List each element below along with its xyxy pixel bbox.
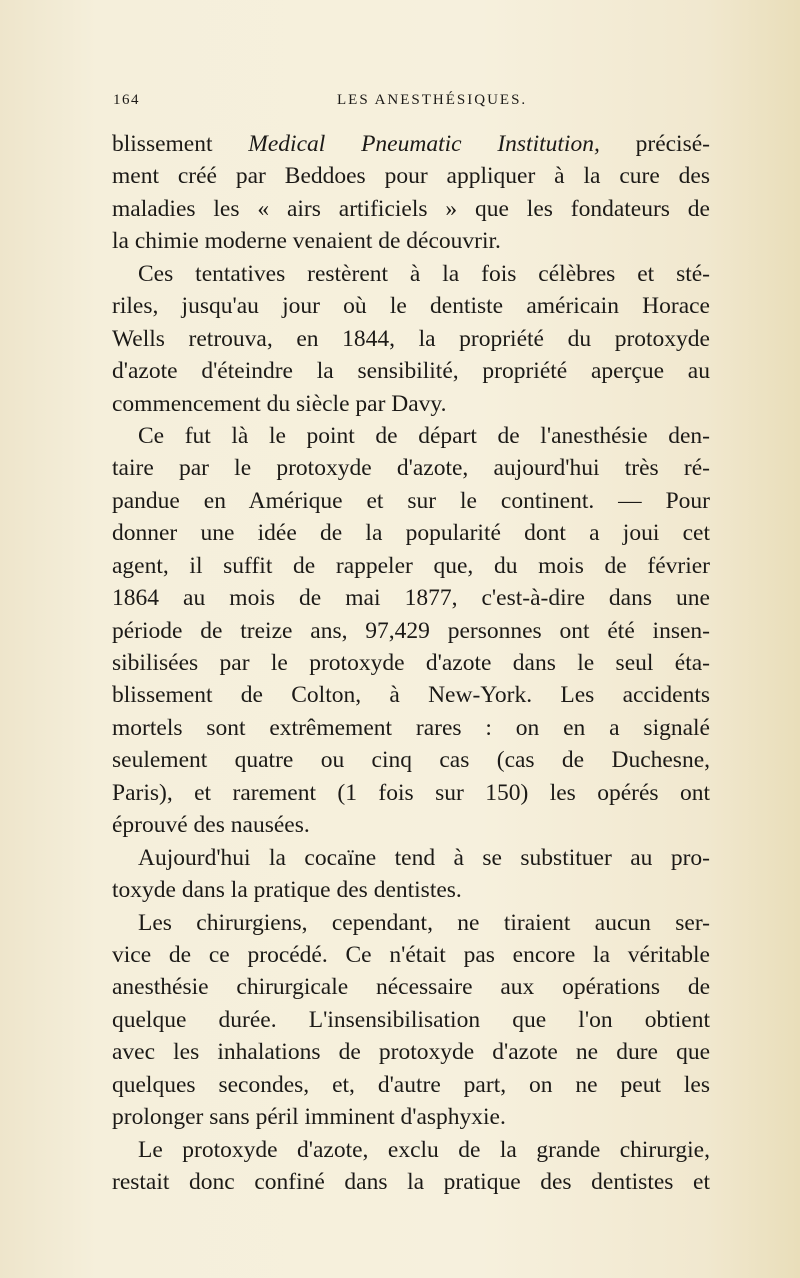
text-line: donner une idée de la popularité dont a joui cet [112, 520, 710, 547]
text-line: la chimie moderne venaient de découvrir. [112, 228, 501, 255]
text-line: blissement de Colton, à New-York. Les accidents [112, 682, 710, 709]
text-line: mortels sont extrêmement rares : on en a signalé [112, 714, 710, 741]
text-line: vice de ce procédé. Ce n'était pas encore la véritable [112, 941, 710, 968]
text-line: éprouvé des nausées. [112, 812, 310, 839]
text-line: anesthésie chirurgicale nécessaire aux opérations de [112, 974, 710, 1001]
text-line: Wells retrouva, en 1844, la propriété du protoxyde [112, 325, 710, 352]
text-line: Le protoxyde d'azote, exclu de la grande chirurgie, [138, 1136, 710, 1163]
text-line: riles, jusqu'au jour où le dentiste américain Horace [112, 293, 710, 320]
text-line: commencement du siècle par Davy. [112, 390, 447, 417]
text-line: restait donc confiné dans la pratique des dentistes et [112, 1169, 710, 1195]
institution-name: Medical Pneumatic Institution, [248, 131, 600, 157]
text-line: Aujourd'hui la cocaïne tend à se substituer au pro- [138, 844, 710, 871]
text-line: quelques secondes, et, d'autre part, on ne peut les [112, 1071, 710, 1098]
text-line: agent, il suffit de rappeler que, du mois de février [112, 552, 710, 579]
text-line: Les chirurgiens, cependant, ne tiraient aucun ser- [138, 909, 710, 936]
text-line: blissement Medical Pneumatic Institution, précisé- [112, 131, 710, 157]
text-line: Ce fut là le point de départ de l'anesthésie den- [138, 422, 710, 449]
text-line: Ces tentatives restèrent à la fois célèbres et sté- [138, 260, 710, 287]
page-number: 164 [113, 92, 140, 108]
text-line: avec les inhalations de protoxyde d'azote ne dure que [112, 1039, 710, 1066]
page-header [113, 92, 673, 114]
text-line: pandue en Amérique et sur le continent. — Pour [112, 487, 710, 514]
text-line: taire par le protoxyde d'azote, aujourd'hui très ré- [112, 455, 710, 482]
text-line: Paris), et rarement (1 fois sur 150) les opérés ont [112, 779, 710, 806]
text-line: maladies les « airs artificiels » que les fondateurs de [112, 195, 710, 222]
text-line: d'azote d'éteindre la sensibilité, propriété aperçue au [112, 358, 710, 385]
running-title: LES ANESTHÉSIQUES. [337, 92, 528, 108]
text-line: prolonger sans péril imminent d'asphyxie. [112, 1104, 506, 1131]
text-line: toxyde dans la pratique des dentistes. [112, 877, 462, 904]
text-line: période de treize ans, 97,429 personnes ont été insen- [112, 617, 710, 644]
body-text [112, 128, 710, 1198]
text-line: 1864 au mois de mai 1877, c'est-à-dire dans une [112, 585, 710, 612]
text-line: sibilisées par le protoxyde d'azote dans le seul éta- [112, 650, 710, 676]
text-line: quelque durée. L'insensibilisation que l'on obtient [112, 1006, 710, 1033]
text-line: seulement quatre ou cinq cas (cas de Duchesne, [112, 747, 710, 774]
text-line: ment créé par Beddoes pour appliquer à la cure des [112, 163, 710, 190]
